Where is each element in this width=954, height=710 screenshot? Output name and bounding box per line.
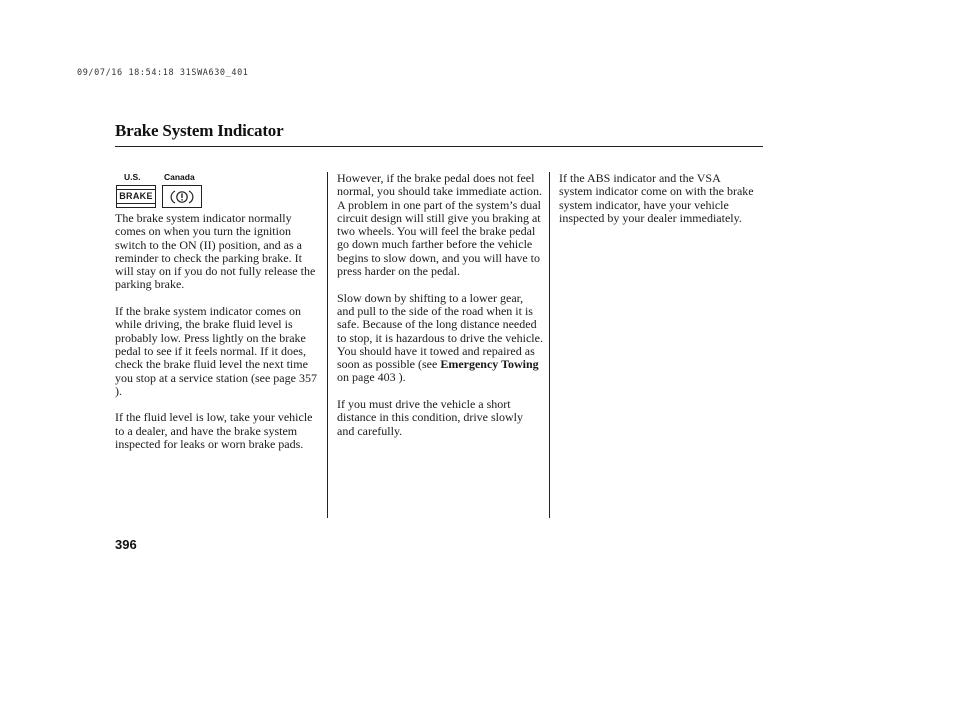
page-number: 396	[115, 537, 137, 552]
column-divider-2	[549, 172, 550, 518]
brake-indicator-us-icon	[116, 185, 156, 208]
col3-paragraph-1: If the ABS indicator and the VSA system indicator come on with the brake system indicator, have your vehicle inspected by your dealer immediately.	[559, 171, 754, 225]
brake-indicator-canada-icon	[162, 185, 202, 208]
print-stamp: 09/07/16 18:54:18 31SWA630_401	[77, 68, 249, 78]
col2-p2-text: Slow down by shifting to a lower gear, and pull to the side of the road when it is safe. Because of the long distance needed to stop, it is hazardous to drive the vehicle. You should have it towed and repaired as soon as possible (see	[337, 290, 543, 372]
circle-exclamation-icon	[170, 189, 194, 205]
brake-text: BRAKE	[116, 189, 156, 204]
page-title: Brake System Indicator	[115, 121, 284, 140]
column-divider-1	[327, 172, 328, 518]
col2-paragraph-3: If you must drive the vehicle a short distance in this condition, drive slowly and carefully.	[337, 397, 523, 438]
column-2	[337, 172, 543, 451]
column-3	[559, 172, 755, 238]
col2-paragraph-2	[337, 292, 543, 385]
col2-paragraph-1: However, if the brake pedal does not feel normal, you should take immediate action. A problem in one part of the system’s dual circuit design will still give you braking at two wheels. You will feel the brake pedal go down much farther before the vehicle begins to slow down, and you will have to press harder on the pedal.	[337, 171, 542, 279]
col2-p2-tail: on page 403 ).	[337, 370, 406, 385]
canada-label: Canada	[164, 172, 195, 182]
col1-paragraph-2: If the brake system indicator comes on while driving, the brake fluid level is probably low. Press lightly on the brake pedal to see if it feels normal. If it does, check the brake fluid level the next time you stop at a service station (see page 357 ).	[115, 304, 317, 398]
col1-paragraph-3: If the fluid level is low, take your vehicle to a dealer, and have the brake system inspected for leaks or worn brake pads.	[115, 410, 313, 452]
col1-paragraph-1: The brake system indicator normally comes on when you turn the ignition switch to the ON (II) position, and as a reminder to check the parking brake. It will stay on if you do not fully release the parking brake.	[115, 211, 316, 292]
us-label: U.S.	[124, 172, 141, 182]
column-1	[115, 212, 323, 465]
emergency-towing-link[interactable]: Emergency Towing	[440, 357, 539, 372]
title-rule	[115, 146, 763, 147]
